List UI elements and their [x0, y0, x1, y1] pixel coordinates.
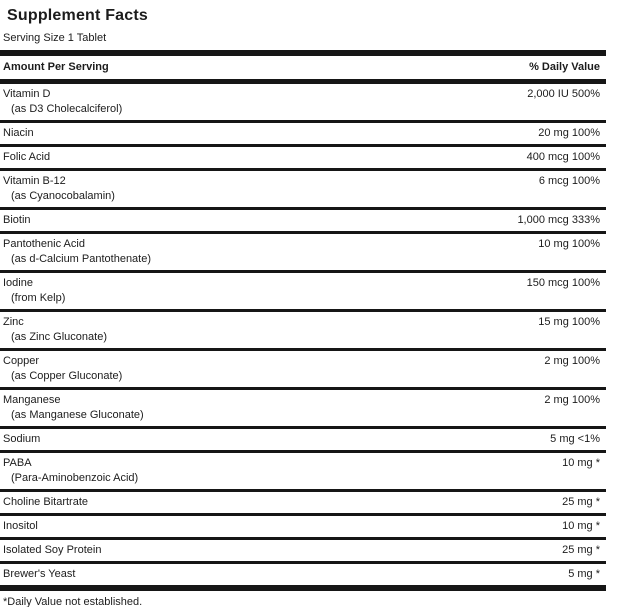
nutrient-row-main: [3, 238, 600, 251]
nutrient-detail: (as D3 Cholecalciferol): [11, 103, 123, 115]
nutrient-row-main: [3, 394, 600, 407]
nutrient-name: Inositol: [3, 520, 38, 532]
nutrient-row: [0, 168, 606, 207]
nutrient-name: Iodine: [3, 277, 33, 289]
nutrient-name: Choline Bitartrate: [3, 496, 88, 508]
nutrient-row-main: [3, 277, 600, 290]
nutrient-detail: (from Kelp): [11, 292, 66, 304]
nutrient-value: 10 mg *: [562, 457, 600, 469]
nutrient-value: 5 mg *: [568, 568, 600, 580]
column-header-row: [0, 56, 606, 79]
nutrient-detail: (as d-Calcium Pantothenate): [11, 253, 152, 265]
nutrient-detail: (as Manganese Gluconate): [11, 409, 144, 421]
nutrient-value: 15 mg 100%: [538, 316, 600, 328]
nutrient-row: [0, 231, 606, 270]
nutrient-row-main: [3, 544, 600, 557]
nutrient-detail: (Para-Aminobenzoic Acid): [11, 472, 139, 484]
daily-value-header: % Daily Value: [529, 61, 600, 73]
nutrient-name: Brewer's Yeast: [3, 568, 76, 580]
nutrient-row: [0, 561, 606, 585]
amount-per-serving-header: Amount Per Serving: [3, 61, 109, 73]
nutrient-value: 6 mcg 100%: [538, 175, 600, 187]
nutrient-row-main: [3, 316, 600, 329]
nutrient-name: Folic Acid: [3, 151, 51, 163]
nutrient-name: Zinc: [3, 316, 24, 328]
nutrient-row-main: [3, 457, 600, 470]
nutrient-row-main: [3, 433, 600, 446]
nutrient-row: [0, 270, 606, 309]
nutrient-value: 5 mg <1%: [550, 433, 600, 445]
nutrient-value: 25 mg *: [562, 544, 600, 556]
nutrient-name: Isolated Soy Protein: [3, 544, 102, 556]
nutrient-value: 10 mg *: [562, 520, 600, 532]
nutrient-detail: (as Copper Gluconate): [11, 370, 123, 382]
nutrient-value: 2,000 IU 500%: [527, 88, 600, 100]
nutrient-name: Pantothenic Acid: [3, 238, 85, 250]
nutrient-name: Vitamin D: [3, 88, 51, 100]
nutrient-value: 20 mg 100%: [538, 127, 600, 139]
nutrient-row-main: [3, 568, 600, 581]
nutrient-value: 400 mcg 100%: [526, 151, 600, 163]
nutrient-value: 1,000 mcg 333%: [517, 214, 600, 226]
nutrient-name: Vitamin B-12: [3, 175, 66, 187]
nutrient-row: [0, 537, 606, 561]
serving-size-text: Serving Size 1 Tablet: [3, 32, 107, 44]
nutrient-row: [0, 450, 606, 489]
nutrient-row-main: [3, 496, 600, 509]
nutrient-row-main: [3, 355, 600, 368]
nutrient-name: Sodium: [3, 433, 41, 445]
nutrient-row: [0, 84, 606, 120]
nutrient-rows: [0, 84, 606, 585]
nutrient-row: [0, 309, 606, 348]
nutrient-name: Biotin: [3, 214, 31, 226]
nutrient-name: Manganese: [3, 394, 61, 406]
nutrient-row-main: [3, 127, 600, 140]
nutrient-row-main: [3, 151, 600, 164]
nutrient-row: [0, 120, 606, 144]
nutrient-row-main: [3, 175, 600, 188]
nutrient-row: [0, 207, 606, 231]
nutrient-value: 2 mg 100%: [544, 355, 600, 367]
nutrient-value: 150 mcg 100%: [526, 277, 600, 289]
nutrient-value: 25 mg *: [562, 496, 600, 508]
nutrient-row: [0, 489, 606, 513]
label-title: Supplement Facts: [7, 7, 149, 24]
nutrient-name: PABA: [3, 457, 32, 469]
daily-value-footnote: *Daily Value not established.: [3, 596, 143, 607]
nutrient-row: [0, 144, 606, 168]
nutrient-detail: (as Cyanocobalamin): [11, 190, 115, 202]
nutrient-row-main: [3, 88, 600, 101]
nutrient-row: [0, 387, 606, 426]
divider-thick-bottom: [0, 585, 606, 591]
nutrient-value: 2 mg 100%: [544, 394, 600, 406]
nutrient-value: 10 mg 100%: [538, 238, 600, 250]
nutrient-row: [0, 513, 606, 537]
nutrient-name: Niacin: [3, 127, 34, 139]
nutrient-row-main: [3, 520, 600, 533]
nutrient-row-main: [3, 214, 600, 227]
nutrient-detail: (as Zinc Gluconate): [11, 331, 107, 343]
nutrient-name: Copper: [3, 355, 40, 367]
nutrient-row: [0, 426, 606, 450]
nutrient-row: [0, 348, 606, 387]
